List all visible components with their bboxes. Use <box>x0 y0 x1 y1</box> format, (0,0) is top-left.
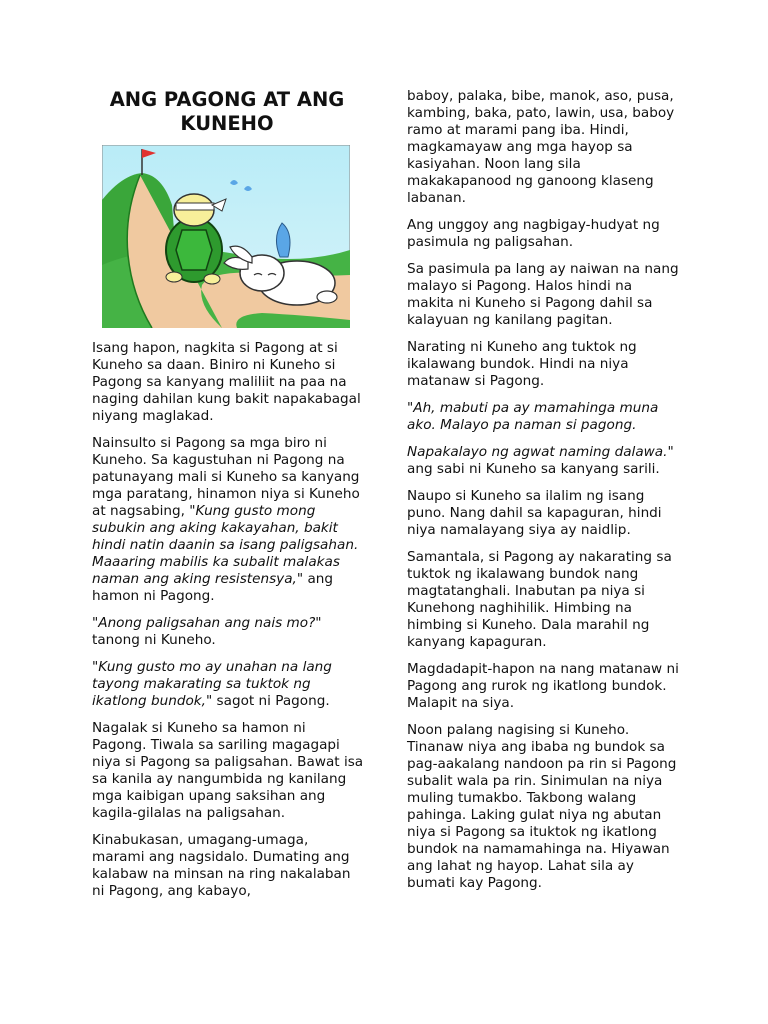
paragraph <box>407 88 679 207</box>
text-run: " <box>407 400 414 416</box>
text-run: Narating ni Kuneho ang tuktok ng ikalawang bundok. Hindi na niya matanaw si Pagong. <box>407 339 637 389</box>
text-run: Sa pasimula pa lang ay naiwan na nang malayo si Pagong. Halos hindi na makita ni Kuneho si Pagong dahil sa kalayuan ng kanilang pagitan. <box>407 261 679 328</box>
text-run: Kinabukasan, umagang-umaga, marami ang nagsidalo. Dumating ang kalabaw na minsan na ring nakalaban ni Pagong, ang kabayo, <box>92 832 351 899</box>
turtle-and-rabbit-race-illustration <box>102 145 350 328</box>
paragraph <box>407 722 679 892</box>
paragraph <box>407 400 679 434</box>
text-run: Napakalayo ng agwat naming dalawa. <box>407 444 668 460</box>
text-run: " <box>92 659 99 675</box>
right-column-text <box>407 88 679 892</box>
text-run: Noon palang nagising si Kuneho. Tinanaw niya ang ibaba ng bundok sa pag-aakalang nandoon pa rin si Pagong subalit wala pa rin. Sinimulan na niya muling tumakbo. Takbong walang pahinga. Laking gulat niya ng abutan niya si Pagong sa ituktok ng ikatlong bundok na namamahinga na. Hiyawan ang lahat ng hayop. Lahat sila ay bumati kay Pagong. <box>407 722 677 891</box>
text-run: Ah, mabuti pa ay mamahinga muna ako. Malayo pa naman si pagong. <box>407 400 659 433</box>
paragraph <box>407 488 679 539</box>
paragraph <box>92 435 364 605</box>
text-run: Kung gusto mo ay unahan na lang tayong makarating sa tuktok ng ikatlong bundok, <box>92 659 332 709</box>
text-run: Samantala, si Pagong ay nakarating sa tuktok ng ikalawang bundok nang magtatanghali. Inabutan pa niya si Kunehong naghihilik. Himbing na himbing si Kuneho. Dala marahil ng kanyang kapaguran. <box>407 549 672 650</box>
text-run: baboy, palaka, bibe, manok, aso, pusa, kambing, baka, pato, lawin, usa, baboy ramo at marami pang iba. Hindi, magkamayaw ang mga hayop sa kasiyahan. Noon lang sila makakapanood ng ganoong klaseng labanan. <box>407 88 675 206</box>
paragraph <box>92 340 364 425</box>
text-run: Naupo si Kuneho sa ilalim ng isang puno. Nang dahil sa kapaguran, hindi niya namalayang siya ay naidlip. <box>407 488 662 538</box>
text-run: Nainsulto si Pagong sa mga biro ni Kuneho. Sa kagustuhan ni Pagong na patunayang mali si Kuneho sa kanyang mga paratang, hinamon niya si Kuneho at nagsabing, " <box>92 435 360 519</box>
story-title: ANG PAGONG AT ANG KUNEHO <box>109 88 345 135</box>
text-run: Nagalak si Kuneho sa hamon ni Pagong. Tiwala sa sariling magagapi niya si Pagong sa paligsahan. Bawat isa sa kanila ay nangumbida ng kanilang mga kaibigan upang saksihan ang kagila-gilalas na paligsahan. <box>92 720 364 821</box>
text-run: " <box>92 615 99 631</box>
text-run: Anong paligsahan ang nais mo? <box>98 615 316 631</box>
text-run: Isang hapon, nagkita si Pagong at si Kuneho sa daan. Biniro ni Kuneho si Pagong sa kanyang maliliit na paa na naging dahilan kung bakit napakabagal niyang maglakad. <box>92 340 361 424</box>
text-run: " ang sabi ni Kuneho sa kanyang sarili. <box>407 444 674 477</box>
text-run: " ang hamon ni Pagong. <box>92 571 334 604</box>
text-run: Ang unggoy ang nagbigay-hudyat ng pasimula ng paligsahan. <box>407 217 660 250</box>
paragraph <box>92 615 364 649</box>
paragraph <box>92 659 364 710</box>
text-run: Kung gusto mong subukin ang aking kakayahan, bakit hindi natin daanin sa isang paligsahan. Maaaring mabilis ka subalit malakas naman ang aking resistensya, <box>92 503 359 587</box>
paragraph <box>407 549 679 651</box>
paragraph <box>407 217 679 251</box>
paragraph <box>407 339 679 390</box>
paragraph <box>407 444 679 478</box>
paragraph <box>92 720 364 822</box>
paragraph <box>407 661 679 712</box>
right-column <box>407 88 679 902</box>
left-column <box>92 86 364 910</box>
text-run: " sagot ni Pagong. <box>205 693 330 709</box>
left-column-text <box>92 340 364 900</box>
paragraph <box>407 261 679 329</box>
text-run: Magdadapit-hapon na nang matanaw ni Pagong ang rurok ng ikatlong bundok. Malapit na siya. <box>407 661 679 711</box>
text-run: " tanong ni Kuneho. <box>92 615 322 648</box>
paragraph <box>92 832 364 900</box>
